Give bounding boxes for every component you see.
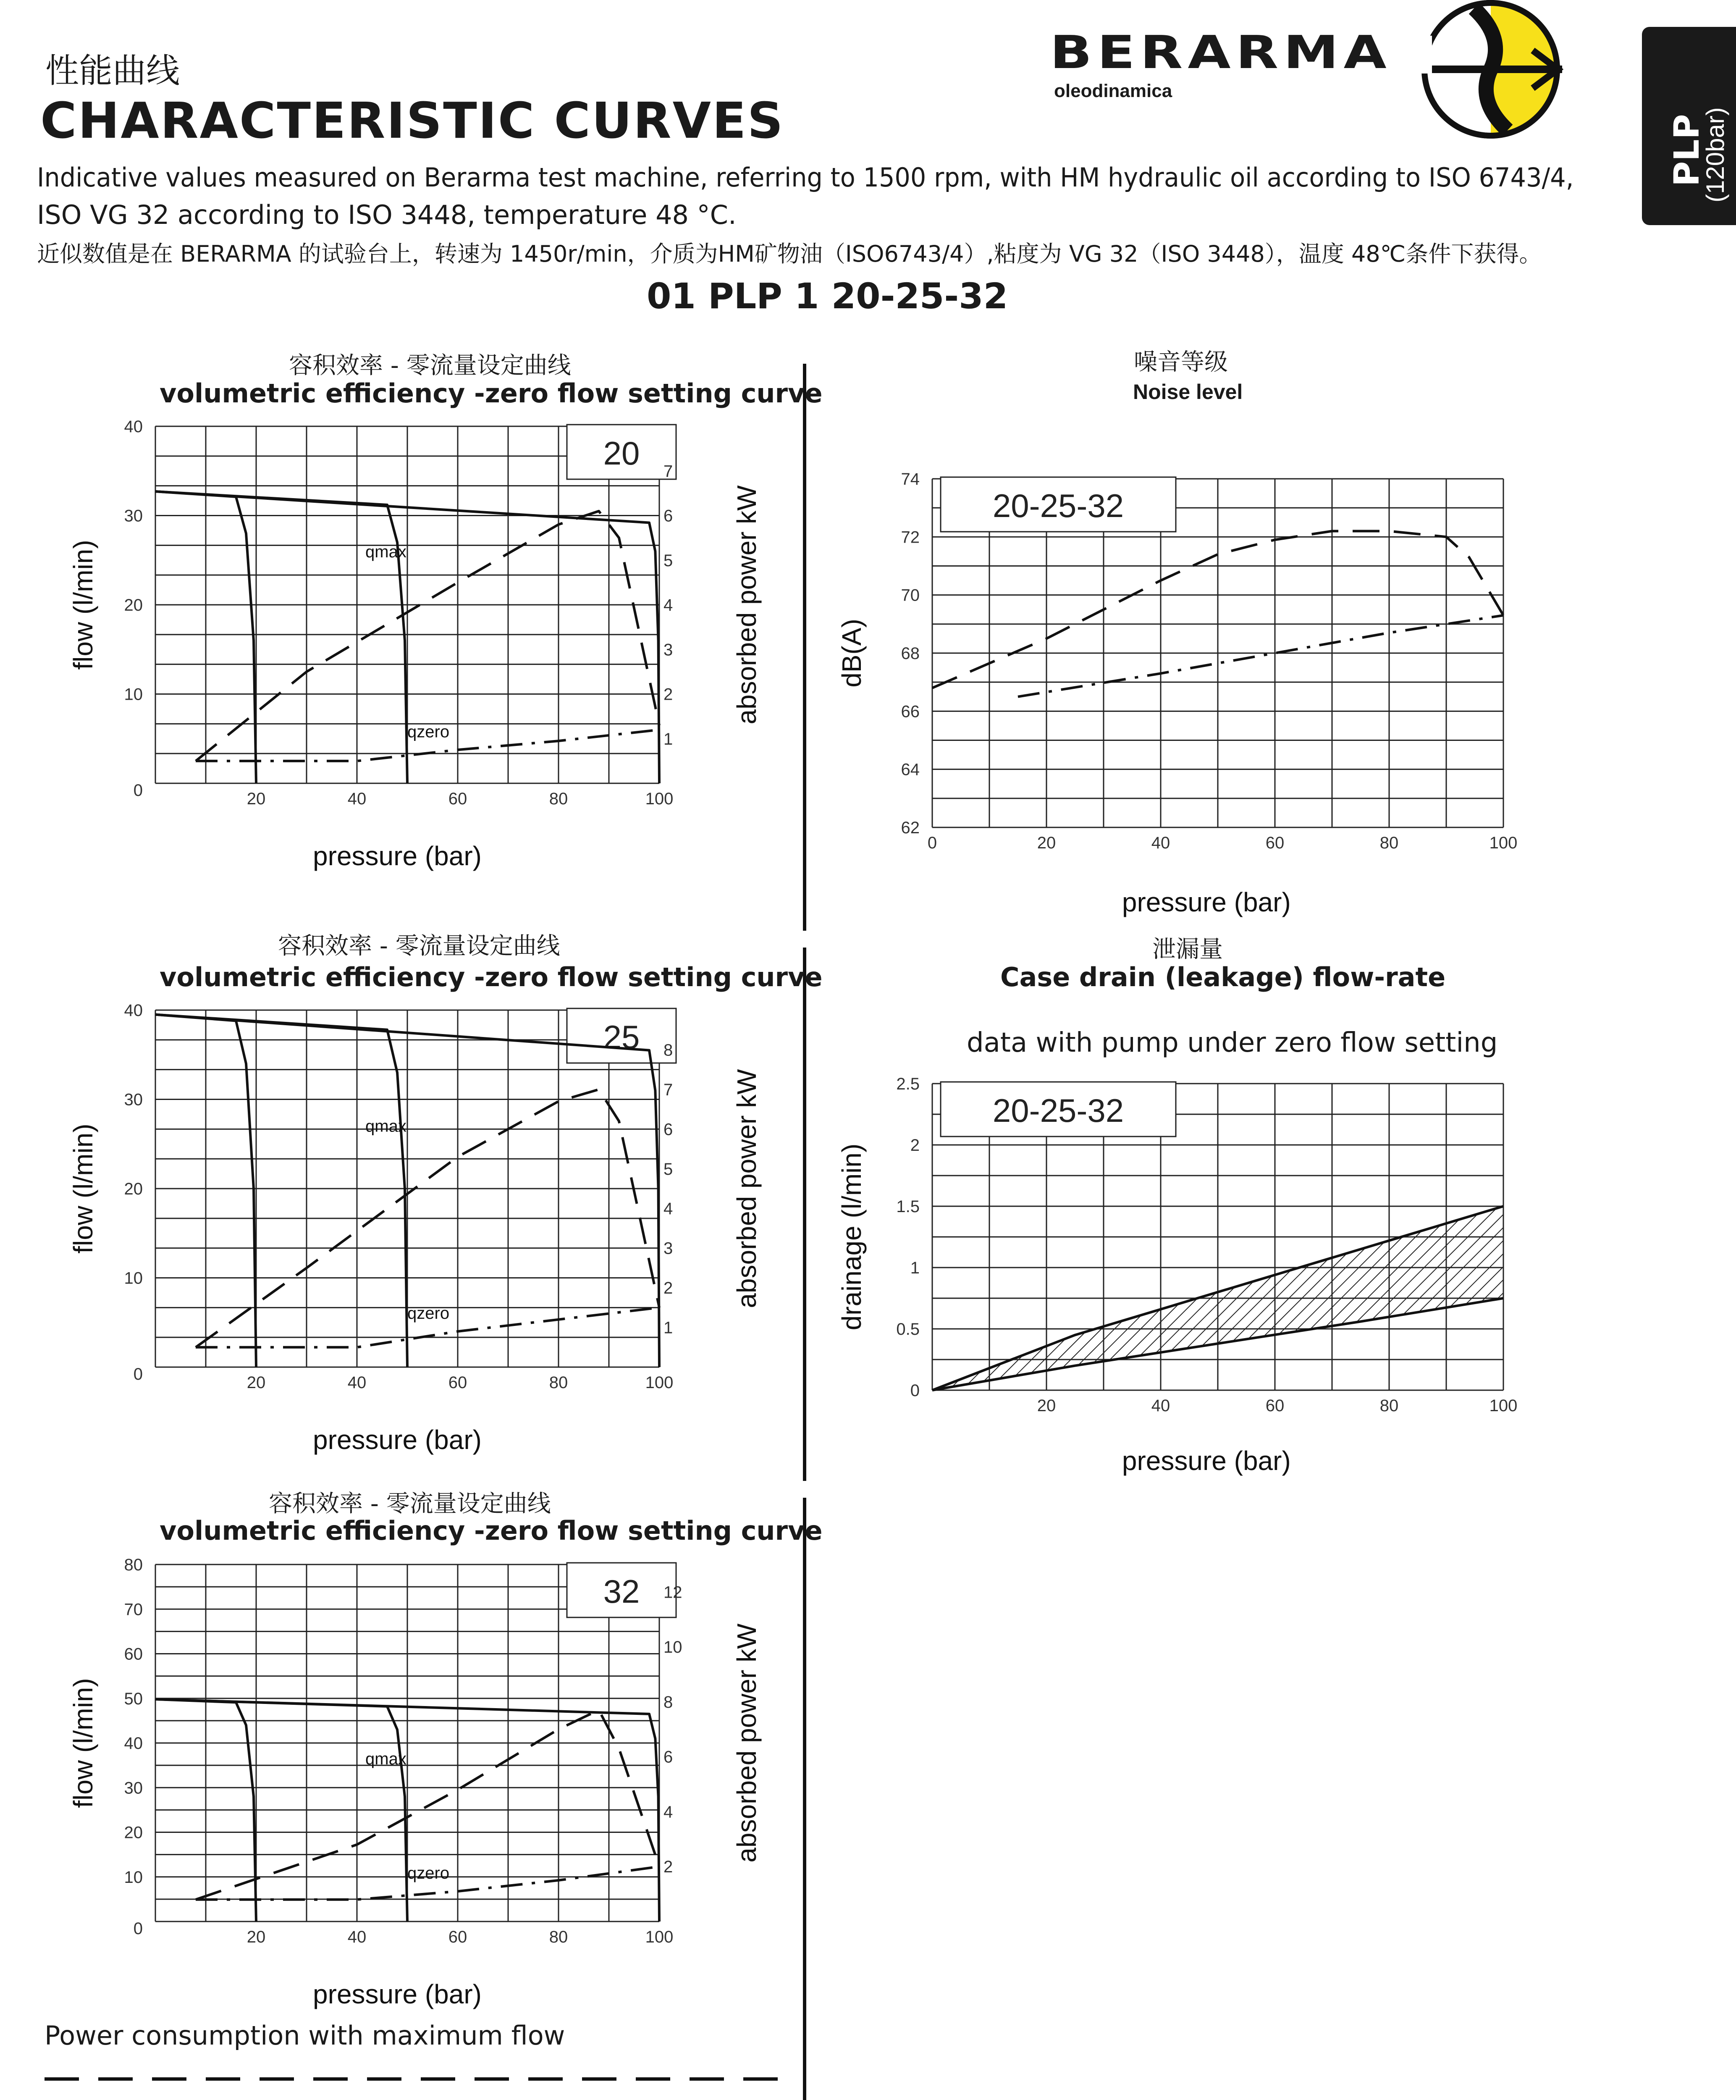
x-tick-label: 80	[549, 1373, 568, 1392]
y-axis-label: drainage (l/min)	[837, 1143, 867, 1331]
model-title: 01 PLP 1 20-25-32	[647, 276, 1008, 317]
side-tab-pressure: (120bar)	[1701, 107, 1729, 202]
intro-line-2: ISO VG 32 according to ISO 3448, temperature 48 °C.	[37, 200, 737, 230]
y2-tick-label: 5	[663, 1160, 673, 1179]
y-tick-label: 0	[133, 781, 143, 800]
y-tick-label: 70	[124, 1600, 143, 1619]
chart-badge: 20-25-32	[992, 1092, 1124, 1129]
y2-tick-label: 4	[663, 1200, 673, 1218]
x-tick-label: 20	[247, 1928, 266, 1946]
y-axis-label: dB(A)	[837, 619, 867, 688]
x-tick-label: 80	[1379, 834, 1399, 852]
chart-badge: 32	[603, 1573, 640, 1610]
series-label-qzero: qzero	[407, 722, 450, 741]
y2-tick-label: 6	[663, 1120, 673, 1139]
noise-title-en: Noise level	[1133, 380, 1243, 404]
x-axis-label: pressure (bar)	[313, 841, 482, 871]
x-tick-label: 100	[645, 1373, 674, 1392]
side-tab	[1642, 27, 1736, 225]
chart-vol-eff-25	[59, 1004, 798, 1478]
ve-title-en-20: volumetric efficiency -zero flow setting curve	[160, 378, 823, 409]
y-axis-label: flow (l/min)	[68, 1124, 98, 1254]
x-tick-label: 60	[1265, 834, 1285, 852]
y2-tick-label: 8	[663, 1693, 673, 1712]
y-tick-label: 62	[901, 819, 920, 837]
noise-title-cn: 噪音等级	[1134, 349, 1228, 376]
y2-tick-label: 7	[663, 462, 673, 481]
y-tick-label: 40	[124, 1004, 143, 1020]
ve-title-cn-32: 容积效率 - 零流量设定曲线	[269, 1490, 551, 1517]
intro-line-1: Indicative values measured on Berarma test machine, referring to 1500 rpm, with HM hydraulic oil according to ISO 6743/4,	[37, 162, 1574, 193]
x-tick-label: 20	[247, 790, 266, 808]
x-tick-label: 100	[1489, 834, 1518, 852]
y-tick-label: 1.5	[896, 1197, 920, 1216]
y-tick-label: 20	[124, 1823, 143, 1842]
y2-tick-label: 1	[663, 1318, 673, 1337]
y2-tick-label: 2	[663, 1858, 673, 1877]
y-tick-label: 80	[124, 1558, 143, 1574]
y-tick-label: 20	[124, 1180, 143, 1198]
x-axis-label: pressure (bar)	[1122, 1446, 1291, 1476]
y2-tick-label: 3	[663, 1239, 673, 1258]
series-line	[155, 1015, 407, 1367]
brand-subtitle: oleodinamica	[1054, 81, 1172, 101]
y2-axis-label: absorbed power kW	[732, 1623, 762, 1863]
y-tick-label: 10	[124, 1868, 143, 1887]
ve-title-en-25: volumetric efficiency -zero flow setting curve	[160, 962, 823, 992]
series-label-qmax: qmax	[365, 542, 406, 561]
y-tick-label: 2.5	[896, 1075, 920, 1093]
chart-noise	[827, 462, 1566, 937]
x-tick-label: 40	[347, 1373, 367, 1392]
drain-title-en: Case drain (leakage) flow-rate	[1000, 962, 1446, 992]
ve-title-en-32: volumetric efficiency -zero flow setting curve	[160, 1515, 823, 1546]
x-axis-label: pressure (bar)	[313, 1425, 482, 1455]
y-tick-label: 70	[901, 586, 920, 605]
y2-tick-label: 2	[663, 1279, 673, 1298]
y-tick-label: 50	[124, 1689, 143, 1708]
y-tick-label: 64	[901, 760, 920, 779]
chart-badge: 25	[603, 1018, 640, 1055]
side-tab-code: PLP	[1667, 114, 1707, 186]
x-tick-label: 40	[347, 1928, 367, 1946]
y-tick-label: 0.5	[896, 1320, 920, 1339]
y-tick-label: 30	[124, 1090, 143, 1109]
chart-vol-eff-20	[59, 420, 798, 895]
ve-title-cn-20: 容积效率 - 零流量设定曲线	[289, 352, 571, 379]
x-tick-label: 20	[1037, 834, 1056, 852]
chart-vol-eff-32	[59, 1558, 798, 2033]
y2-tick-label: 6	[663, 1748, 673, 1767]
y-tick-label: 2	[910, 1136, 920, 1155]
x-tick-label: 100	[645, 1928, 674, 1946]
x-tick-label: 20	[247, 1373, 266, 1392]
drain-title-cn: 泄漏量	[1152, 936, 1223, 963]
x-tick-label: 60	[448, 1928, 467, 1946]
series-label-qmax: qmax	[365, 1750, 406, 1769]
y-tick-label: 30	[124, 507, 143, 525]
x-axis-label: pressure (bar)	[313, 1979, 482, 2009]
y2-tick-label: 5	[663, 551, 673, 570]
y2-axis-label: absorbed power kW	[732, 1069, 762, 1308]
ve-title-cn-25: 容积效率 - 零流量设定曲线	[278, 932, 560, 960]
y2-tick-label: 1	[663, 730, 673, 748]
y-tick-label: 0	[133, 1365, 143, 1383]
x-tick-label: 80	[549, 1928, 568, 1946]
drain-note: data with pump under zero flow setting	[967, 1027, 1498, 1058]
y-tick-label: 0	[910, 1381, 920, 1400]
x-tick-label: 0	[927, 834, 937, 852]
x-axis-label: pressure (bar)	[1122, 887, 1291, 917]
series-label-qzero: qzero	[407, 1304, 450, 1323]
y-axis-label: flow (l/min)	[68, 1678, 98, 1808]
x-tick-label: 40	[1151, 1396, 1170, 1415]
y-tick-label: 68	[901, 644, 920, 663]
legend-max-flow-label: Power consumption with maximum flow	[45, 2020, 565, 2051]
y-tick-label: 74	[901, 470, 920, 488]
intro-cn: 近似数值是在 BERARMA 的试验台上，转速为 1450r/min，介质为HM矿物油（ISO6743/4）,粘度为 VG 32（ISO 3448），温度 48℃条件下获得。	[37, 241, 1542, 267]
y-tick-label: 66	[901, 702, 920, 721]
y2-tick-label: 2	[663, 685, 673, 704]
y-tick-label: 72	[901, 528, 920, 547]
page-title: CHARACTERISTIC CURVES	[40, 92, 784, 150]
x-tick-label: 20	[1037, 1396, 1056, 1415]
x-tick-label: 40	[1151, 834, 1170, 852]
legend-max-flow-dash	[45, 2075, 784, 2083]
series-line	[155, 491, 407, 783]
chart-badge: 20	[603, 435, 640, 472]
y2-tick-label: 7	[663, 1080, 673, 1099]
series-label-qzero: qzero	[407, 1864, 450, 1883]
series-label-qmax: qmax	[365, 1117, 406, 1136]
y-tick-label: 10	[124, 1269, 143, 1288]
column-divider	[803, 364, 806, 2100]
y-axis-label: flow (l/min)	[68, 540, 98, 670]
title-cn: 性能曲线	[45, 51, 180, 90]
x-tick-label: 100	[645, 790, 674, 808]
x-tick-label: 60	[1265, 1396, 1285, 1415]
brand-name: BERARMA	[1050, 26, 1392, 79]
x-tick-label: 40	[347, 790, 367, 808]
y-tick-label: 20	[124, 596, 143, 614]
y2-tick-label: 4	[663, 1803, 673, 1822]
x-tick-label: 80	[549, 790, 568, 808]
y2-tick-label: 10	[663, 1638, 682, 1657]
chart-badge: 20-25-32	[992, 487, 1124, 524]
x-tick-label: 60	[448, 1373, 467, 1392]
y2-tick-label: 6	[663, 507, 673, 525]
y2-tick-label: 4	[663, 596, 673, 614]
y-tick-label: 10	[124, 685, 143, 704]
series-line	[1018, 615, 1503, 697]
x-tick-label: 100	[1489, 1396, 1518, 1415]
y2-axis-label: absorbed power kW	[732, 485, 762, 724]
y-tick-label: 60	[124, 1645, 143, 1664]
y-tick-label: 0	[133, 1919, 143, 1938]
y2-tick-label: 12	[663, 1583, 682, 1602]
y-tick-label: 40	[124, 1734, 143, 1753]
chart-drain	[827, 1067, 1566, 1508]
y-tick-label: 30	[124, 1779, 143, 1798]
x-tick-label: 80	[1379, 1396, 1399, 1415]
y-tick-label: 40	[124, 420, 143, 436]
y2-tick-label: 3	[663, 640, 673, 659]
y-tick-label: 1	[910, 1259, 920, 1277]
y2-tick-label: 8	[663, 1041, 673, 1060]
x-tick-label: 60	[448, 790, 467, 808]
